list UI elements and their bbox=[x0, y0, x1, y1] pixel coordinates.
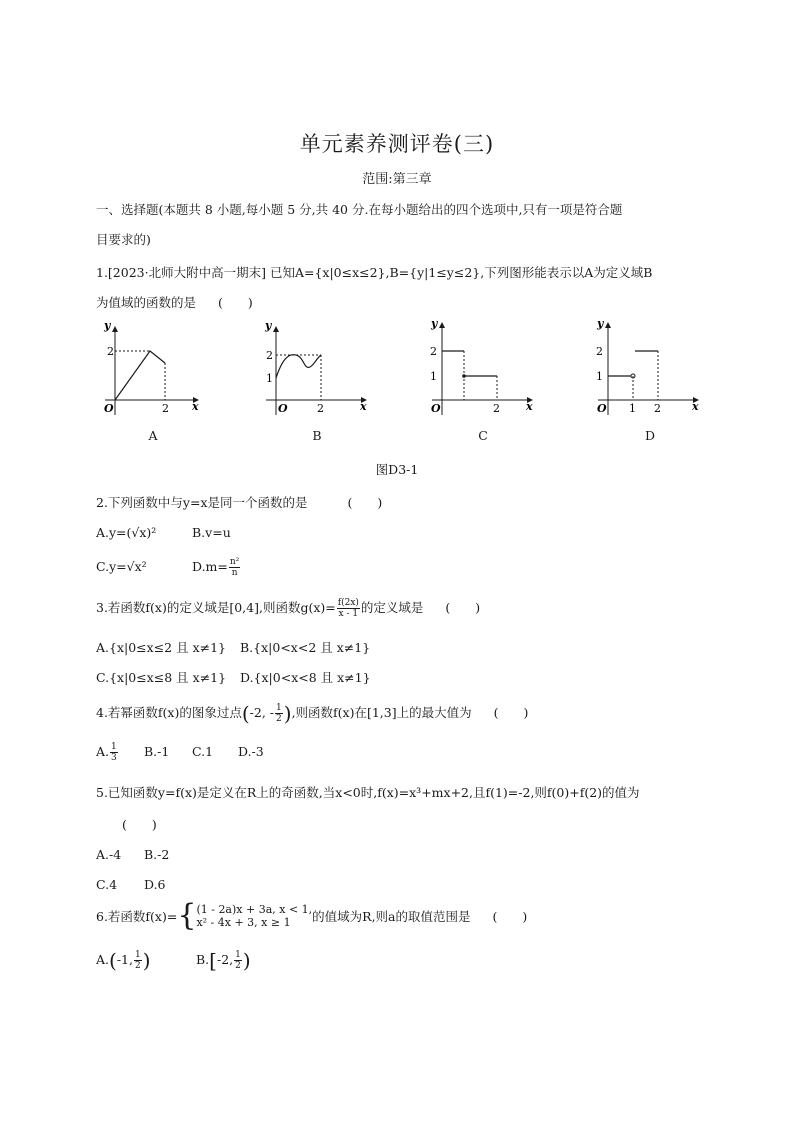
q3-answer-paren: ( ) bbox=[445, 600, 481, 615]
q1-stem-line1: 1.[2023·北师大附中高一期末] 已知A={x|0≤x≤2},B={y|1≤y≤2},下列图形能表示以A为定义域B bbox=[96, 265, 653, 280]
q2-answer-paren: ( ) bbox=[347, 495, 383, 510]
q2-option-d-fraction bbox=[229, 557, 240, 578]
q2-option-d-prefix: D.m= bbox=[192, 559, 228, 574]
figure-caption: 图D3-1 bbox=[375, 462, 419, 477]
q4-answer-paren: ( ) bbox=[493, 705, 529, 720]
q3-stem-suffix: 的定义域是 bbox=[360, 600, 424, 615]
q1-stem-line2 bbox=[96, 293, 253, 311]
graph-a bbox=[115, 351, 165, 400]
q5-option-c: C.4 bbox=[96, 877, 118, 892]
q5-options-row2 bbox=[96, 877, 166, 892]
q3-option-b: B.{x|0<x<2 且 x≠1} bbox=[240, 640, 371, 655]
q2-options-row1 bbox=[96, 525, 231, 540]
page-subtitle: 范围:第三章 bbox=[362, 172, 432, 187]
q6-option-a-inner: -1, bbox=[116, 952, 133, 967]
q4-option-d: D.-3 bbox=[238, 744, 264, 759]
q6-option-b: B.[-2, $\frac{1}{2}$ ) bbox=[196, 948, 251, 973]
q6-options bbox=[96, 950, 251, 971]
q6-piecewise bbox=[196, 903, 312, 929]
q6-stem-suffix: 的值域为R,则a的取值范围是 bbox=[312, 909, 471, 924]
q6-option-a: A.(-1, $\frac{1}{2}$ ) bbox=[96, 948, 151, 973]
q4-stem-prefix: 4.若幂函数f(x)的图象过点 bbox=[96, 705, 242, 720]
q6-option-a-prefix: A. bbox=[96, 952, 110, 967]
q4-stem-suffix: ,则函数f(x)在[1,3]上的最大值为 bbox=[291, 705, 472, 720]
figure-a-label: A bbox=[148, 428, 158, 443]
x-axis-label: x bbox=[692, 400, 699, 413]
y-tick-2: 2 bbox=[596, 345, 603, 358]
x-tick-1: 1 bbox=[629, 402, 636, 415]
q5-option-b: B.-2 bbox=[144, 847, 170, 862]
fraction-denominator: 2 bbox=[276, 714, 282, 724]
y-axis-label: y bbox=[597, 317, 604, 330]
q4-option-b: B.-1 bbox=[144, 744, 170, 759]
figure-c-label: C bbox=[478, 428, 488, 443]
y-axis-label: y bbox=[104, 319, 111, 332]
origin-label: O bbox=[597, 402, 607, 415]
q3-options-row2 bbox=[96, 668, 371, 686]
q6-case-1: (1 - 2a)x + 3a, x < 1, bbox=[196, 903, 313, 916]
q5-answer-paren: ( ) bbox=[122, 817, 157, 832]
q4-point-prefix: -2, - bbox=[249, 705, 275, 720]
fraction-numerator: 1 bbox=[235, 950, 241, 960]
q3-option-d: D.{x|0<x<8 且 x≠1} bbox=[240, 670, 371, 685]
q3-option-c: C.{x|0≤x≤8 且 x≠1} bbox=[96, 670, 227, 685]
fraction-numerator: n² bbox=[229, 557, 240, 567]
q2-options-row2 bbox=[96, 557, 241, 578]
x-axis-label: x bbox=[360, 400, 367, 413]
fraction-denominator: n bbox=[231, 568, 238, 578]
figure-a bbox=[90, 315, 210, 428]
q3-fraction bbox=[337, 598, 360, 619]
origin-label: O bbox=[278, 402, 288, 415]
section-instructions-line2: 目要求的) bbox=[96, 232, 151, 247]
graph-b bbox=[276, 355, 321, 378]
figure-b-label: B bbox=[312, 428, 322, 443]
q2-option-d bbox=[192, 557, 241, 578]
fraction-numerator: 1 bbox=[276, 703, 282, 713]
figure-d-label: D bbox=[644, 428, 656, 443]
q2-option-a: A.y=(√x)² bbox=[96, 525, 157, 540]
q4-point-fraction bbox=[275, 703, 283, 724]
x-axis-label: x bbox=[192, 400, 199, 413]
q6-case-2: x² - 4x + 3, x ≥ 1 bbox=[196, 916, 291, 929]
q4-option-a bbox=[96, 742, 144, 763]
q5-option-d: D.6 bbox=[144, 877, 166, 892]
fraction-numerator: f(2x) bbox=[337, 598, 359, 608]
y-tick-1: 1 bbox=[266, 372, 273, 385]
origin-label: O bbox=[431, 402, 441, 415]
q6-option-b-prefix: B. bbox=[196, 952, 210, 967]
x-tick-2: 2 bbox=[317, 402, 324, 415]
figure-c bbox=[424, 315, 544, 428]
q6-answer-paren: ( ) bbox=[492, 909, 528, 924]
q5-stem-line1: 5.已知函数y=f(x)是定义在R上的奇函数,当x<0时,f(x)=x³+mx+2,且f(1)=-2,则f(0)+f(2)的值为 bbox=[96, 785, 640, 800]
figure-b bbox=[258, 315, 378, 428]
y-tick-1: 1 bbox=[430, 370, 437, 383]
fraction-numerator: 1 bbox=[111, 742, 117, 752]
q6-stem: 6.若函数f(x)={ (1 - 2a)x + 3a, x < 1, x² - 4x + 3, x ≥ 1 的值域为R,则a的取值范围是 ( ) bbox=[96, 898, 528, 933]
q4-option-c: C.1 bbox=[192, 744, 214, 759]
q2-option-c: C.y=√x² bbox=[96, 559, 147, 574]
q3-stem-prefix: 3.若函数f(x)的定义域是[0,4],则函数g(x)= bbox=[96, 600, 336, 615]
q2-option-b: B.v=u bbox=[192, 525, 231, 540]
y-tick-1: 1 bbox=[596, 370, 603, 383]
origin-label: O bbox=[104, 402, 114, 415]
q1-figures bbox=[90, 315, 710, 425]
q2-stem bbox=[96, 493, 382, 511]
x-tick-2: 2 bbox=[162, 402, 169, 415]
q3-stem bbox=[96, 598, 480, 619]
q3-options-row1 bbox=[96, 638, 370, 656]
q4-options bbox=[96, 742, 264, 763]
y-axis-label: y bbox=[431, 317, 438, 330]
q6-stem-prefix: 6.若函数f(x)= bbox=[96, 909, 178, 924]
y-axis-label: y bbox=[265, 319, 272, 332]
q1-stem-text: 为值域的函数的是 bbox=[96, 295, 197, 310]
section-instructions-line1: 一、选择题(本题共 8 小题,每小题 5 分,共 40 分.在每小题给出的四个选项中,只有一项是符合题 bbox=[96, 202, 623, 217]
q4-stem: 4.若幂函数f(x)的图象过点(-2, - $\frac{1}{2}$ ),则函数f(x)在[1,3]上的最大值为 ( ) bbox=[96, 701, 529, 726]
q6-option-a-fraction bbox=[134, 950, 142, 971]
fraction-numerator: 1 bbox=[134, 950, 141, 960]
q4-option-a-prefix: A. bbox=[96, 744, 110, 759]
q1-answer-paren: ( ) bbox=[218, 295, 253, 310]
figure-d bbox=[590, 315, 710, 428]
x-tick-2: 2 bbox=[654, 402, 661, 415]
fraction-denominator: 3 bbox=[111, 753, 117, 763]
q6-option-b-fraction bbox=[234, 950, 242, 971]
q2-stem-text: 2.下列函数中与y=x是同一个函数的是 bbox=[96, 495, 308, 510]
q5-options-row1 bbox=[96, 847, 169, 862]
fraction-denominator: 2 bbox=[235, 961, 241, 971]
fraction-denominator: 2 bbox=[134, 961, 141, 971]
q4-option-a-fraction bbox=[110, 742, 118, 763]
fraction-denominator: x - 1 bbox=[338, 609, 359, 619]
y-tick-2: 2 bbox=[266, 349, 273, 362]
q5-option-a: A.-4 bbox=[96, 847, 122, 862]
q6-option-b-inner: -2, bbox=[216, 952, 234, 967]
y-tick-2: 2 bbox=[430, 345, 437, 358]
y-tick-2: 2 bbox=[107, 345, 114, 358]
page-title: 单元素养测评卷(三) bbox=[299, 132, 495, 156]
x-tick-2: 2 bbox=[493, 402, 500, 415]
x-axis-label: x bbox=[526, 400, 533, 413]
q3-option-a: A.{x|0≤x≤2 且 x≠1} bbox=[96, 640, 226, 655]
